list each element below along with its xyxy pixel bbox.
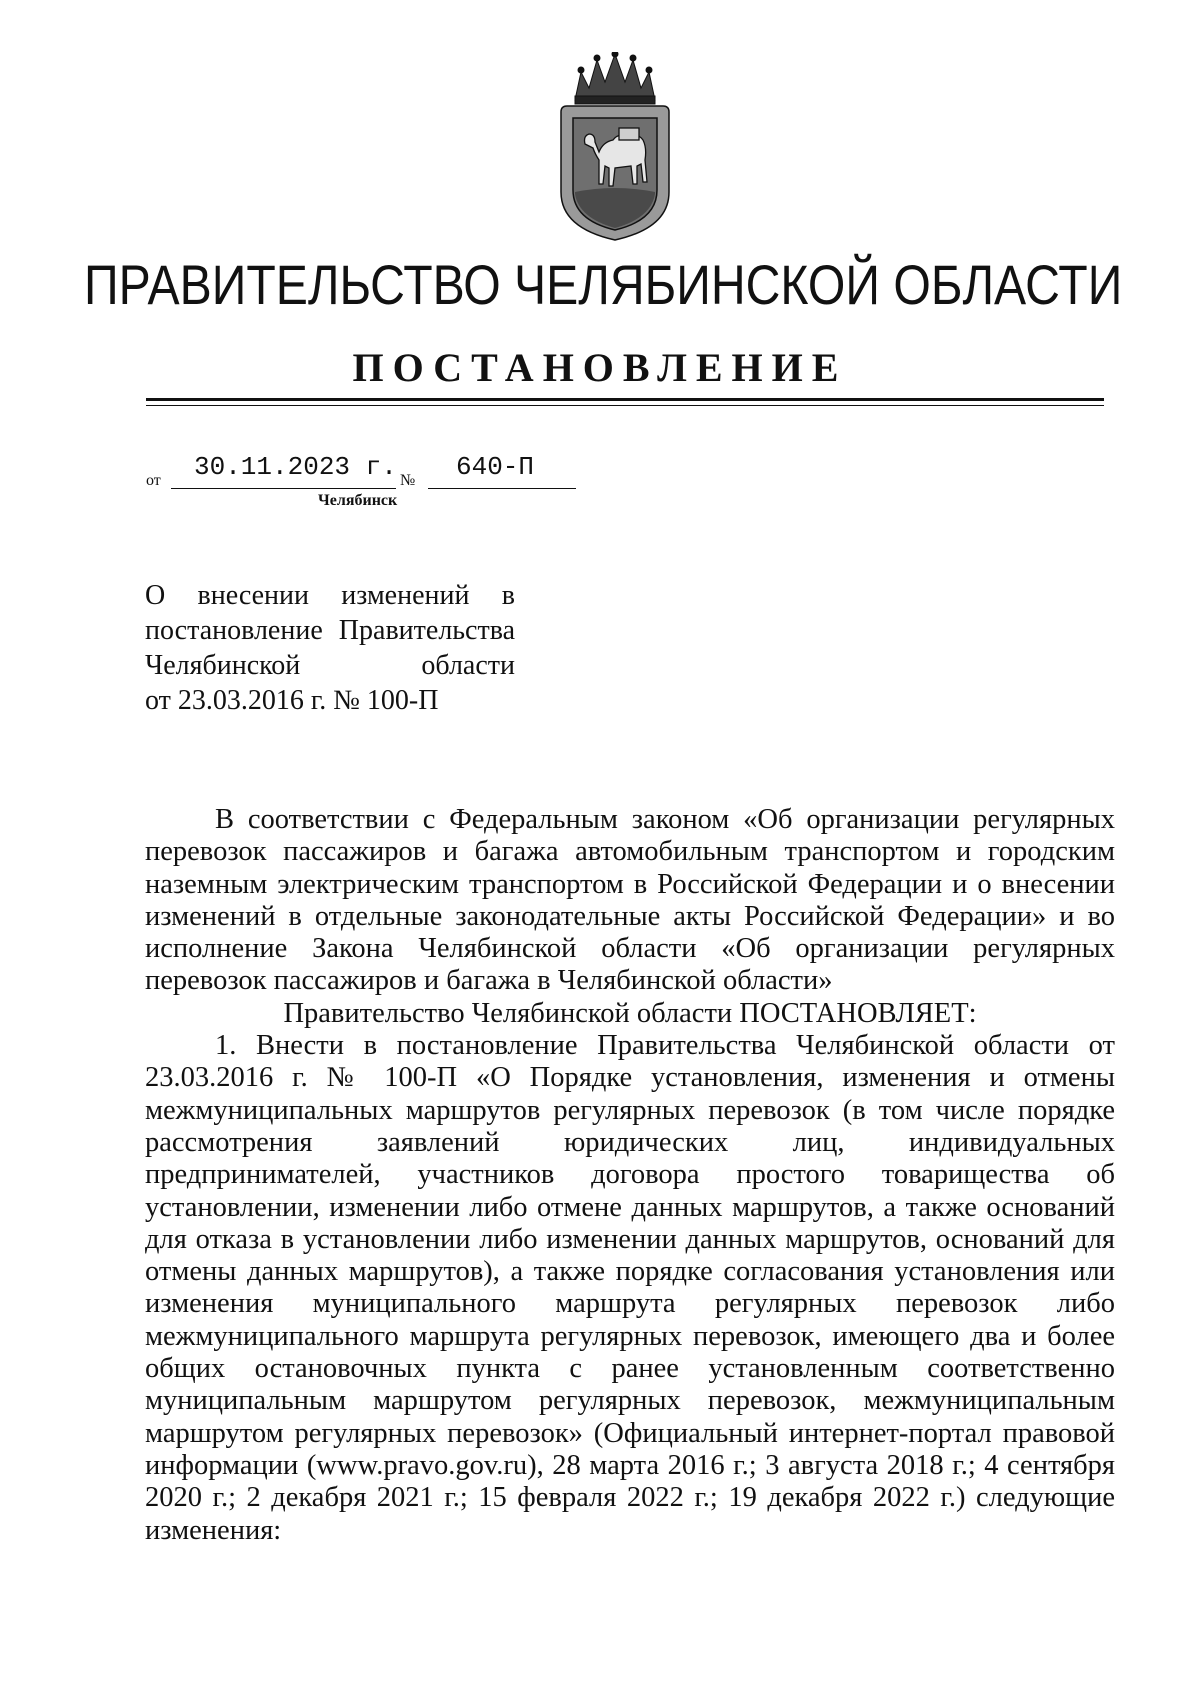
resolution-line: Правительство Челябинской области ПОСТАНОВЛЯЕТ:	[283, 997, 977, 1029]
document-type-heading: ПОСТАНОВЛЕНИЕ	[352, 345, 848, 390]
subject-line: от 23.03.2016 г. № 100-П	[145, 685, 439, 716]
subject-line: постановление Правительства	[145, 615, 515, 646]
date-underline	[171, 488, 396, 489]
document-body	[145, 804, 1115, 1547]
date-label: от	[146, 472, 161, 489]
number-label: №	[400, 472, 416, 489]
document-subject	[145, 578, 515, 718]
subject-line: О внесении изменений в	[145, 580, 515, 611]
header-rule-thick	[146, 398, 1104, 401]
government-title: ПРАВИТЕЛЬСТВО ЧЕЛЯБИНСКОЙ ОБЛАСТИ	[84, 253, 1123, 316]
coat-of-arms-icon	[555, 52, 675, 242]
subject-line: Челябинской области	[145, 650, 515, 681]
document-date: 30.11.2023 г.	[194, 452, 397, 482]
number-underline	[428, 488, 576, 489]
header-rule-thin	[146, 405, 1104, 406]
preamble-paragraph: В соответствии с Федеральным законом «Об организации регулярных перевозок пассажиров и багажа автомобильным транспортом и городским наземным электрическим транспортом в Российской Федерации и о внесении изменений в отдельные законодательные акты Российской Федерации» и во исполнение Закона Челябинской области «Об организации регулярных перевозок пассажиров и багажа в Челябинской области»	[145, 804, 1115, 997]
document-city: Челябинск	[318, 492, 398, 509]
item-1-paragraph: 1. Внести в постановление Правительства Челябинской области от 23.03.2016 г. № 100-П «О Порядке установления, изменения и отмены межмуниципальных маршрутов регулярных перевозок (в том числе порядке рассмотрения заявлений юридических лиц, индивидуальных предпринимателей, участников договора простого товарищества об установлении, изменении либо отмене данных маршрутов, а также оснований для отказа в установлении либо изменении данных маршрутов, оснований для отмены данных маршрутов), а также порядке согласования установления или изменения муниципального маршрута регулярных перевозок либо межмуниципального маршрута регулярных перевозок, имеющего два и более общих остановочных пункта с ранее установленным соответственно муниципальным маршрутом регулярных перевозок, межмуниципальным маршрутом регулярных перевозок» (Официальный интернет-портал правовой информации (www.pravo.gov.ru), 28 марта 2016 г.; 3 августа 2018 г.; 4 сентября 2020 г.; 2 декабря 2021 г.; 15 февраля 2022 г.; 19 декабря 2022 г.) следующие изменения:	[145, 1030, 1115, 1546]
document-meta	[146, 450, 646, 510]
document-number: 640-П	[456, 452, 535, 482]
